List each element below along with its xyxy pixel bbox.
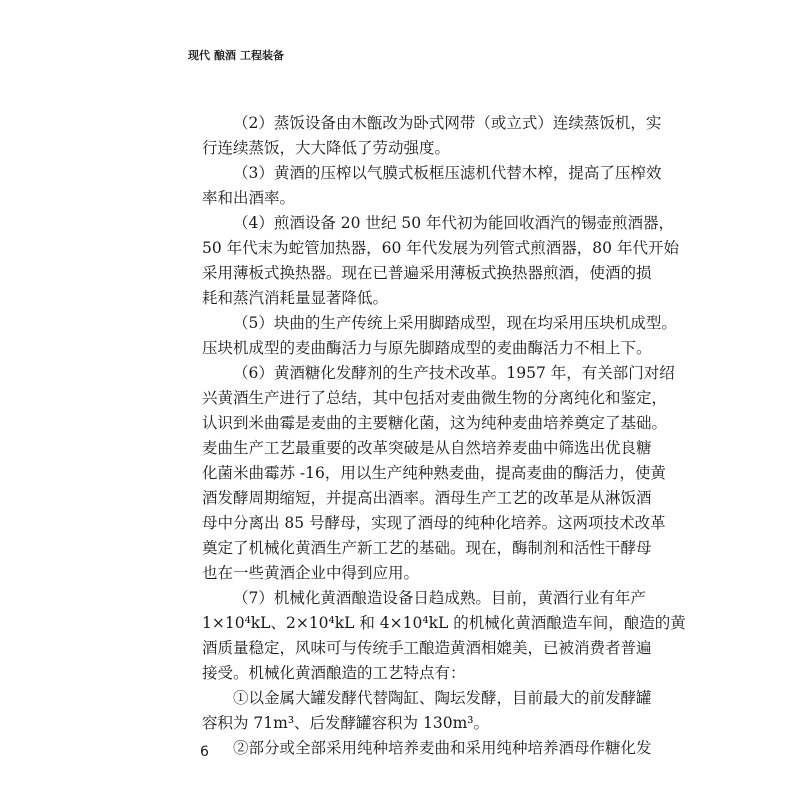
page-number: 6 <box>200 744 209 760</box>
text-line: （7）机械化黄酒酿造设备日趋成熟。目前，黄酒行业有年产 <box>233 589 646 607</box>
text-line: 压块机成型的麦曲酶活力与原先脚踏成型的麦曲酶活力不相上下。 <box>202 339 652 357</box>
text-line: 麦曲生产工艺最重要的改革突破是从自然培养麦曲中筛选出优良糖 <box>202 439 652 457</box>
text-line: 采用薄板式换热器。现在已普遍采用薄板式换热器煎酒，使酒的损 <box>202 264 652 282</box>
paragraph <box>202 211 679 311</box>
text-line: （5）块曲的生产传统上采用脚踏成型，现在均采用压块机成型。 <box>233 314 677 332</box>
paragraph <box>202 161 662 211</box>
text-line: （4）煎酒设备 20 世纪 50 年代初为能回收酒汽的锡壶煎酒器， <box>233 214 675 232</box>
running-header <box>188 47 284 63</box>
text-line: 酒发酵周期缩短，并提高出酒率。酒母生产工艺的改革是从淋饭酒 <box>202 489 652 507</box>
text-line: 行连续蒸饭，大大降低了劳动强度。 <box>202 139 451 157</box>
text-line: 50 年代末为蛇管加热器，60 年代发展为列管式煎酒器，80 年代开始 <box>202 239 679 257</box>
header-text: 工程装备 <box>240 49 284 62</box>
text-line: 母中分离出 85 号酵母，实现了酒母的纯种化培养。这两项技术改革 <box>202 514 666 532</box>
text-line: （6）黄酒糖化发酵剂的生产技术改革。1957 年，有关部门对绍 <box>233 364 675 382</box>
text-line: （3）黄酒的压榨以气膜式板框压滤机代替木榨，提高了压榨效 <box>233 164 662 182</box>
text-line: 认识到米曲霉是麦曲的主要糖化菌，这为纯种麦曲培养奠定了基础。 <box>202 414 668 432</box>
header-highlight: 酿酒 <box>214 49 236 62</box>
paragraph <box>202 311 677 361</box>
text-line: 酒质量稳定，风味可与传统手工酿造黄酒相媲美，已被消费者普遍 <box>202 639 652 657</box>
text-line: 耗和蒸汽消耗量显著降低。 <box>202 289 389 307</box>
text-line: 率和出酒率。 <box>202 189 296 207</box>
text-line: 1×10⁴kL、2×10⁴kL 和 4×10⁴kL 的机械化黄酒酿造车间，酿造的黄 <box>202 614 686 632</box>
text-line: ②部分或全部采用纯种培养麦曲和采用纯种培养酒母作糖化发 <box>233 739 652 757</box>
text-line: ①以金属大罐发酵代替陶缸、陶坛发酵，目前最大的前发酵罐 <box>233 689 652 707</box>
paragraph <box>202 586 686 686</box>
text-line: 接受。机械化黄酒酿造的工艺特点有： <box>202 664 466 682</box>
text-line: 奠定了机械化黄酒生产新工艺的基础。现在，酶制剂和活性干酵母 <box>202 539 652 557</box>
text-line: 容积为 71m³、后发酵罐容积为 130m³。 <box>202 714 489 732</box>
paragraph <box>202 361 675 586</box>
text-line: （2）蒸饭设备由木甑改为卧式网带（或立式）连续蒸饭机，实 <box>233 114 662 132</box>
text-line: 也在一些黄酒企业中得到应用。 <box>202 564 420 582</box>
header-text: 现代 <box>188 49 210 62</box>
paragraph <box>202 686 652 736</box>
body-text <box>202 111 686 761</box>
paragraph <box>202 736 652 761</box>
text-line: 化菌米曲霉苏 -16，用以生产纯种熟麦曲，提高麦曲的酶活力，使黄 <box>202 464 666 482</box>
text-line: 兴黄酒生产进行了总结，其中包括对麦曲微生物的分离纯化和鉴定， <box>202 389 668 407</box>
paragraph <box>202 111 662 161</box>
